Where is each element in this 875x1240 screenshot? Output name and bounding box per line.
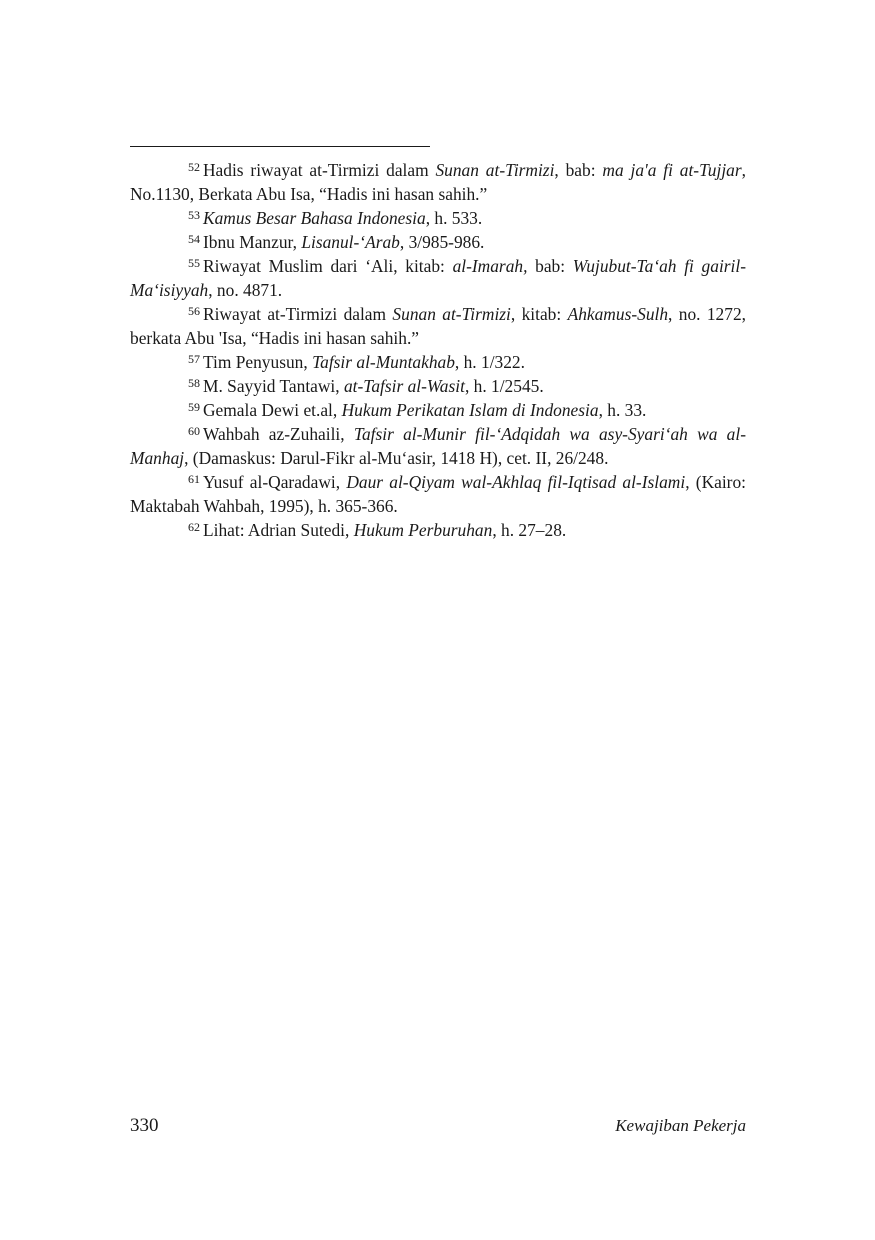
footnote-59 xyxy=(130,398,746,422)
footnote-56 xyxy=(130,302,746,350)
footnote-number: 55 xyxy=(188,256,200,270)
footnote-italic-title: at-Tafsir al-Wasit xyxy=(343,376,465,396)
footnote-italic-title: Tafsir al-Muntakhab xyxy=(312,352,455,372)
footnote-italic-title: Hukum Perikatan Islam di Indonesia xyxy=(341,400,599,420)
footnote-text: bab: xyxy=(527,256,573,276)
footnote-60 xyxy=(130,422,746,470)
footnote-text: Riwayat at-Tirmizi dalam xyxy=(203,304,393,324)
footnote-54 xyxy=(130,230,746,254)
footnote-separator xyxy=(130,146,430,147)
footnotes-section xyxy=(130,158,746,542)
footnote-italic-title: Wujubut-Ta‘ah fi gairil- Ma‘isiyyah xyxy=(130,256,746,300)
footnote-italic-title: Sunan at-Tirmizi xyxy=(435,160,555,180)
footnote-italic-title: al-Imarah, xyxy=(452,256,528,276)
footnote-text: Lihat: Adrian Sutedi, xyxy=(203,520,354,540)
footnote-text: M. Sayyid Tantawi, xyxy=(203,376,344,396)
footnote-text: , h. 27–28. xyxy=(492,520,567,540)
footnote-text: , h. 1/2545. xyxy=(464,376,544,396)
footnote-number: 53 xyxy=(188,208,200,222)
footnote-text: Tim Penyusun, xyxy=(203,352,313,372)
footnote-text: , 3/985-986. xyxy=(399,232,485,252)
footnote-text: Riwayat Muslim dari ‘Ali, kitab: xyxy=(203,256,453,276)
footnote-text: Gemala Dewi et.al, xyxy=(203,400,342,420)
footnote-italic-title: Daur al-Qiyam wal-Akhlaq fil-Iqtisad al-Islami xyxy=(346,472,686,492)
footnote-number: 60 xyxy=(188,424,200,438)
footnote-italic-title: Kamus Besar Bahasa Indonesia xyxy=(203,208,426,228)
footnote-61 xyxy=(130,470,746,518)
footnote-italic-title: Hukum Perburuhan xyxy=(353,520,493,540)
footnote-number: 57 xyxy=(188,352,200,366)
page-number: 330 xyxy=(130,1115,159,1136)
footnote-text: , h. 1/322. xyxy=(454,352,525,372)
footnote-number: 62 xyxy=(188,520,200,534)
footnote-text: , (Damaskus: Darul-Fikr al-Mu‘asir, 1418 H), cet. II, 26/248. xyxy=(184,448,609,468)
footnote-italic-title: Ahkamus-Sulh xyxy=(567,304,669,324)
footnote-53 xyxy=(130,206,746,230)
footnote-text: , (Kairo: Maktabah Wahbah, 1995), h. 365-366. xyxy=(130,472,746,516)
footnote-text: , no. 1272, berkata Abu 'Isa, “Hadis ini hasan sahih.” xyxy=(130,304,746,348)
footnote-text: Yusuf al-Qaradawi, xyxy=(203,472,347,492)
footnote-italic-title: ma ja'a fi at-Tujjar xyxy=(602,160,742,180)
footnote-number: 52 xyxy=(188,160,200,174)
footnote-text: , h. 33. xyxy=(598,400,647,420)
footnote-text: Ibnu Manzur, xyxy=(203,232,302,252)
footnote-57 xyxy=(130,350,746,374)
footnote-italic-title: Tafsir al-Munir fil-‘Adqidah wa asy-Syari‘ah wa al-Manhaj xyxy=(130,424,746,468)
footnote-italic-title: Sunan at-Tirmizi xyxy=(392,304,511,324)
footnote-number: 54 xyxy=(188,232,200,246)
footnote-italic-title: Lisanul-‘Arab xyxy=(301,232,400,252)
footnote-text: , no. 4871. xyxy=(208,280,283,300)
footnote-text: , No.1130, Berkata Abu Isa, “Hadis ini hasan sahih.” xyxy=(130,160,746,204)
footnote-58 xyxy=(130,374,746,398)
footnote-text: , h. 533. xyxy=(425,208,483,228)
footnote-number: 61 xyxy=(188,472,200,486)
footnote-number: 59 xyxy=(188,400,200,414)
footnote-text: , bab: xyxy=(554,160,603,180)
footnote-text: Wahbah az-Zuhaili, xyxy=(203,424,354,444)
footnote-55 xyxy=(130,254,746,302)
running-footer-title: Kewajiban Pekerja xyxy=(615,1116,746,1135)
footnote-52 xyxy=(130,158,746,206)
footnote-text: Hadis riwayat at-Tirmizi dalam xyxy=(203,160,436,180)
footnote-62 xyxy=(130,518,746,542)
footnote-number: 58 xyxy=(188,376,200,390)
footnote-text: , kitab: xyxy=(510,304,568,324)
footnote-number: 56 xyxy=(188,304,200,318)
